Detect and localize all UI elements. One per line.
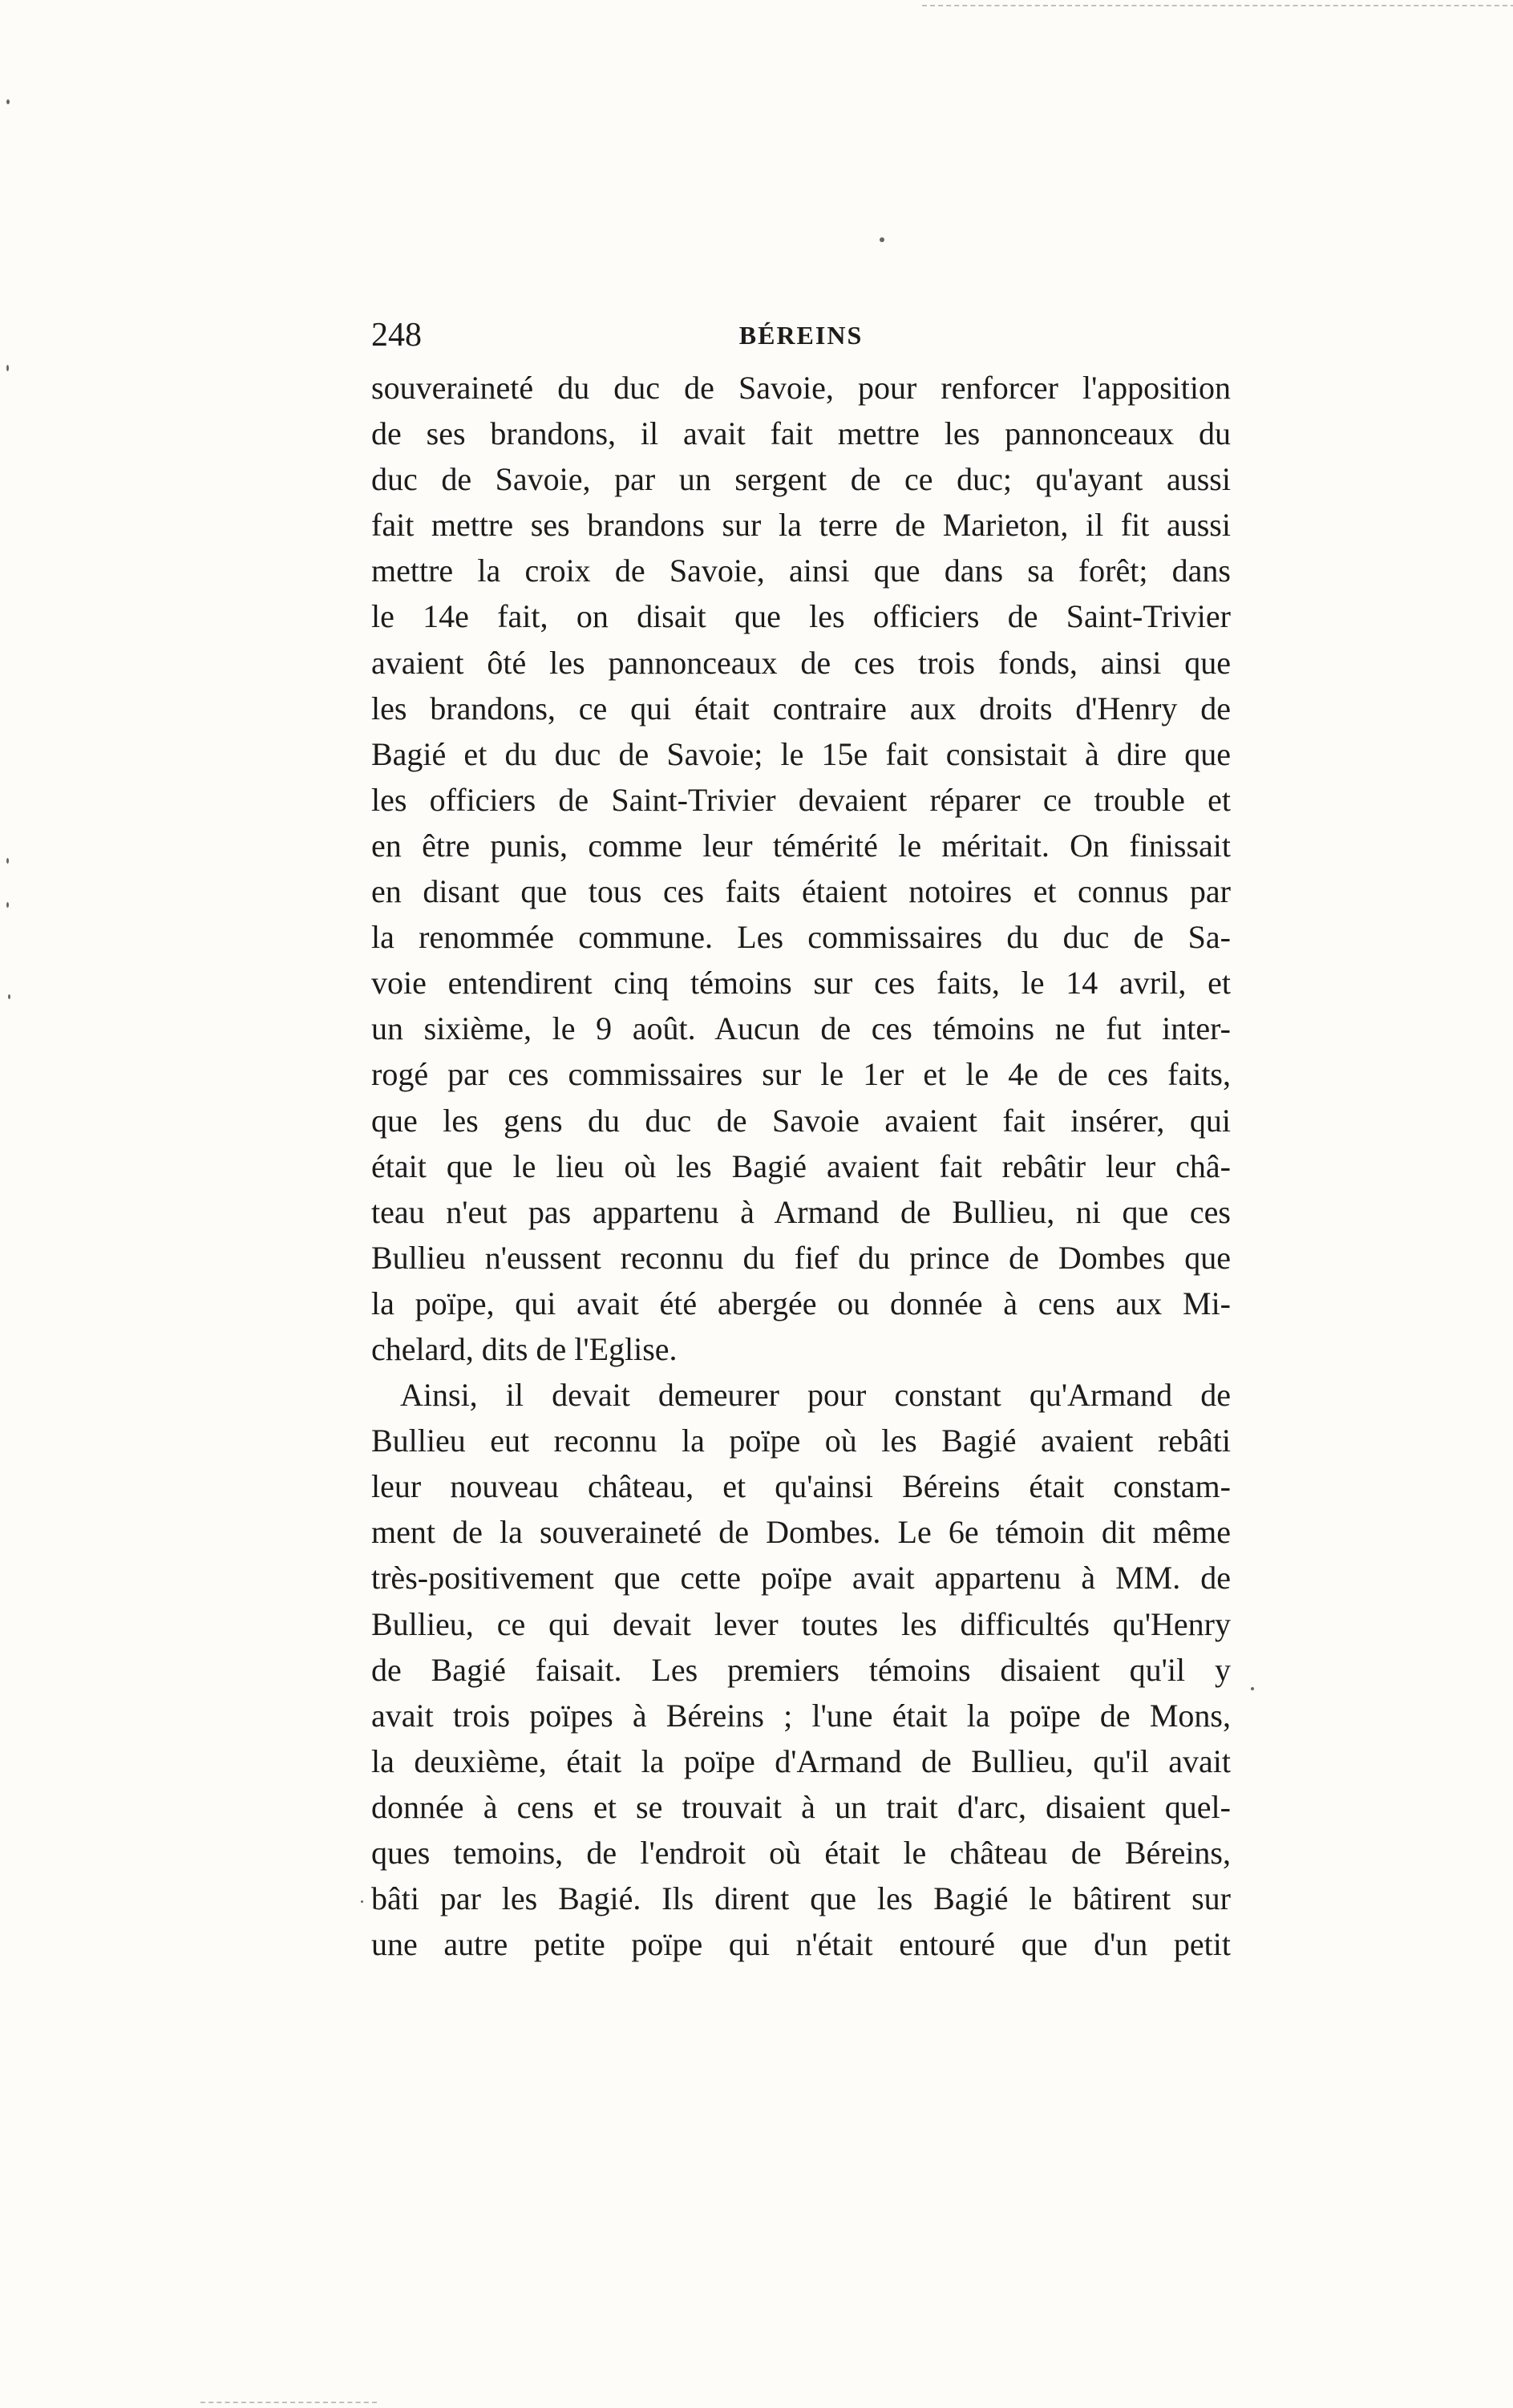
text-line: ment de la souveraineté de Dombes. Le 6e témoin dit même [371, 1514, 1231, 1551]
page-number: 248 [371, 317, 422, 354]
scan-speck [8, 994, 10, 999]
text-line: les officiers de Saint-Trivier devaient réparer ce trouble et [371, 781, 1231, 818]
text-line: chelard, dits de l'Eglise. [371, 1330, 678, 1367]
text-line: de Bagié faisait. Les premiers témoins disaient qu'il y [371, 1651, 1231, 1688]
text-line: teau n'eut pas appartenu à Armand de Bullieu, ni que ces [371, 1193, 1231, 1230]
scan-speck [1251, 1687, 1254, 1690]
text-line: la poïpe, qui avait été abergée ou donnée à cens aux Mi- [371, 1285, 1231, 1321]
text-line: leur nouveau château, et qu'ainsi Béreins était constam- [371, 1468, 1231, 1505]
text-line: rogé par ces commissaires sur le 1er et le 4e de ces faits, [371, 1056, 1231, 1093]
scan-speck [6, 902, 9, 908]
text-line: Bagié et du duc de Savoie; le 15e fait consistait à dire que [371, 735, 1231, 772]
text-line: Bullieu n'eussent reconnu du fief du prince de Dombes que [371, 1239, 1231, 1276]
text-line: le 14e fait, on disait que les officiers de Saint-Trivier [371, 598, 1231, 635]
text-line: souveraineté du duc de Savoie, pour renforcer l'apposition [371, 370, 1231, 406]
text-line: ques temoins, de l'endroit où était le château de Béreins, [371, 1835, 1231, 1871]
text-line: était que le lieu où les Bagié avaient fait rebâtir leur châ- [371, 1147, 1231, 1184]
page-header [371, 311, 1231, 359]
text-line: avait trois poïpes à Béreins ; l'une était la poïpe de Mons, [371, 1697, 1231, 1734]
text-line: les brandons, ce qui était contraire aux droits d'Henry de [371, 690, 1231, 726]
text-line: en être punis, comme leur témérité le méritait. On finissait [371, 827, 1231, 864]
text-line-paragraph-start: Ainsi, il devait demeurer pour constant qu'Armand de [400, 1377, 1231, 1414]
text-line: très-positivement que cette poïpe avait appartenu à MM. de [371, 1560, 1231, 1597]
text-line: que les gens du duc de Savoie avaient fait insérer, qui [371, 1102, 1231, 1139]
text-line: fait mettre ses brandons sur la terre de Marieton, il fit aussi [371, 507, 1231, 544]
scan-speck [6, 365, 9, 371]
text-line: voie entendirent cinq témoins sur ces faits, le 14 avril, et [371, 965, 1231, 1002]
text-line: en disant que tous ces faits étaient notoires et connus par [371, 873, 1231, 910]
scan-edge-mark [200, 2402, 377, 2405]
text-line: mettre la croix de Savoie, ainsi que dans sa forêt; dans [371, 552, 1231, 589]
text-line: Bullieu, ce qui devait lever toutes les difficultés qu'Henry [371, 1605, 1231, 1642]
text-line: Bullieu eut reconnu la poïpe où les Bagié avaient rebâti [371, 1423, 1231, 1459]
text-line: duc de Savoie, par un sergent de ce duc; qu'ayant aussi [371, 461, 1231, 498]
text-line: bâti par les Bagié. Ils dirent que les Bagié le bâtirent sur [371, 1880, 1231, 1917]
scan-speck [361, 1900, 363, 1903]
body-text [371, 365, 1231, 1967]
scan-edge-mark [922, 5, 1513, 8]
scan-speck [6, 99, 10, 104]
text-line: une autre petite poïpe qui n'était entouré que d'un petit [371, 1926, 1231, 1963]
text-line: de ses brandons, il avait fait mettre les pannonceaux du [371, 415, 1231, 452]
text-line: avaient ôté les pannonceaux de ces trois fonds, ainsi que [371, 644, 1231, 681]
text-line: un sixième, le 9 août. Aucun de ces témoins ne fut inter- [371, 1010, 1231, 1047]
text-line: la renommée commune. Les commissaires du duc de Sa- [371, 919, 1231, 956]
scan-speck [6, 858, 9, 864]
text-line: la deuxième, était la poïpe d'Armand de Bullieu, qu'il avait [371, 1742, 1231, 1779]
scan-speck [880, 237, 884, 242]
text-line: donnée à cens et se trouvait à un trait d'arc, disaient quel- [371, 1788, 1231, 1825]
running-head: BÉREINS [738, 321, 864, 350]
